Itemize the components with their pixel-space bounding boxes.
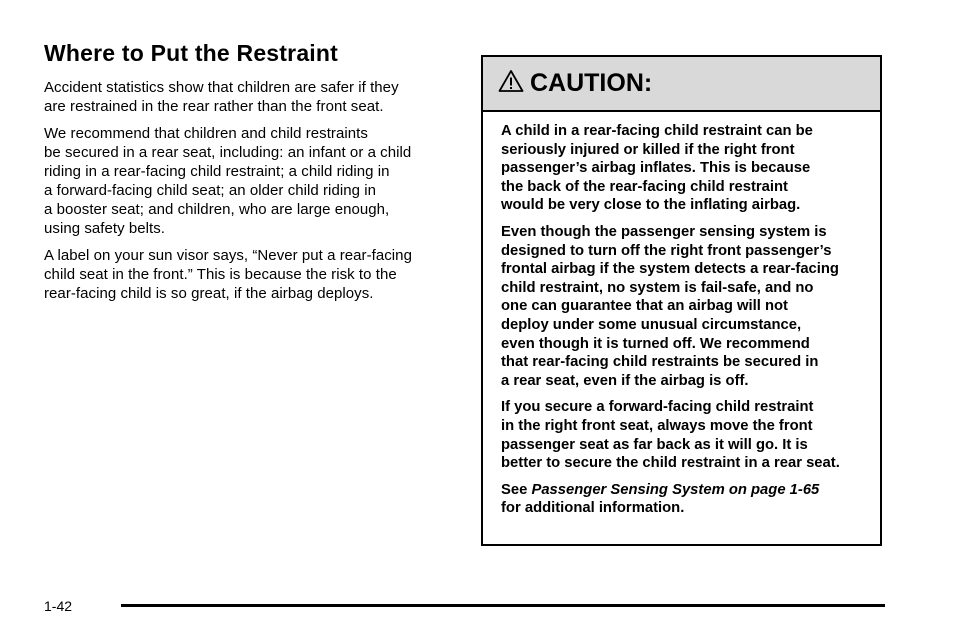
caution-paragraph: Even though the passenger sensing system is designed to turn off the right front passenger’s frontal airbag if the system detects a rear-facing child restraint, no system is fail-safe, and no one can guarantee that an airbag will not deploy under some unusual circumstance, even though it is turned off. We recommend that rear-facing child restraints be secured in a rear seat, even if the airbag is off. xyxy=(501,223,839,389)
see-prefix: See xyxy=(501,481,532,498)
sun-visor-paragraph: A label on your sun visor says, “Never put a rear-facing child seat in the front.” This is because the risk to the rear-facing child is so great, if the airbag deploys. xyxy=(44,247,412,302)
section-title: Where to Put the Restraint xyxy=(44,40,339,66)
intro-paragraph: Accident statistics show that children are safer if they are restrained in the rear rather than the front seat. xyxy=(44,79,399,115)
cross-reference-link[interactable]: Passenger Sensing System on page 1-65 xyxy=(531,481,820,498)
footer-rule xyxy=(121,604,885,607)
page-number: 1-42 xyxy=(44,598,73,614)
caution-paragraph: If you secure a forward-facing child restraint in the right front seat, always move the front passenger seat as far back as it will go. It is better to secure the child restraint in a rear seat. xyxy=(501,399,840,472)
recommendation-paragraph: We recommend that children and child restraints be secured in a rear seat, including: an infant or a child riding in a rear-facing child restraint; a child riding in a forward-facing child seat; an older child riding in a booster seat; and children, who are large enough, using safety belts. xyxy=(44,125,412,237)
caution-header xyxy=(483,57,880,112)
caution-paragraph: A child in a rear-facing child restraint can be seriously injured or killed if the right front passenger’s airbag inflates. This is because the back of the rear-facing child restraint would be very close to the inflating airbag. xyxy=(501,123,813,214)
caution-box xyxy=(481,55,882,546)
caution-body xyxy=(483,112,880,518)
warning-triangle-icon xyxy=(498,69,524,98)
main-content xyxy=(44,40,456,311)
caution-title: CAUTION: xyxy=(530,69,653,97)
see-also-paragraph xyxy=(501,481,862,518)
see-suffix: for additional information. xyxy=(501,500,685,517)
